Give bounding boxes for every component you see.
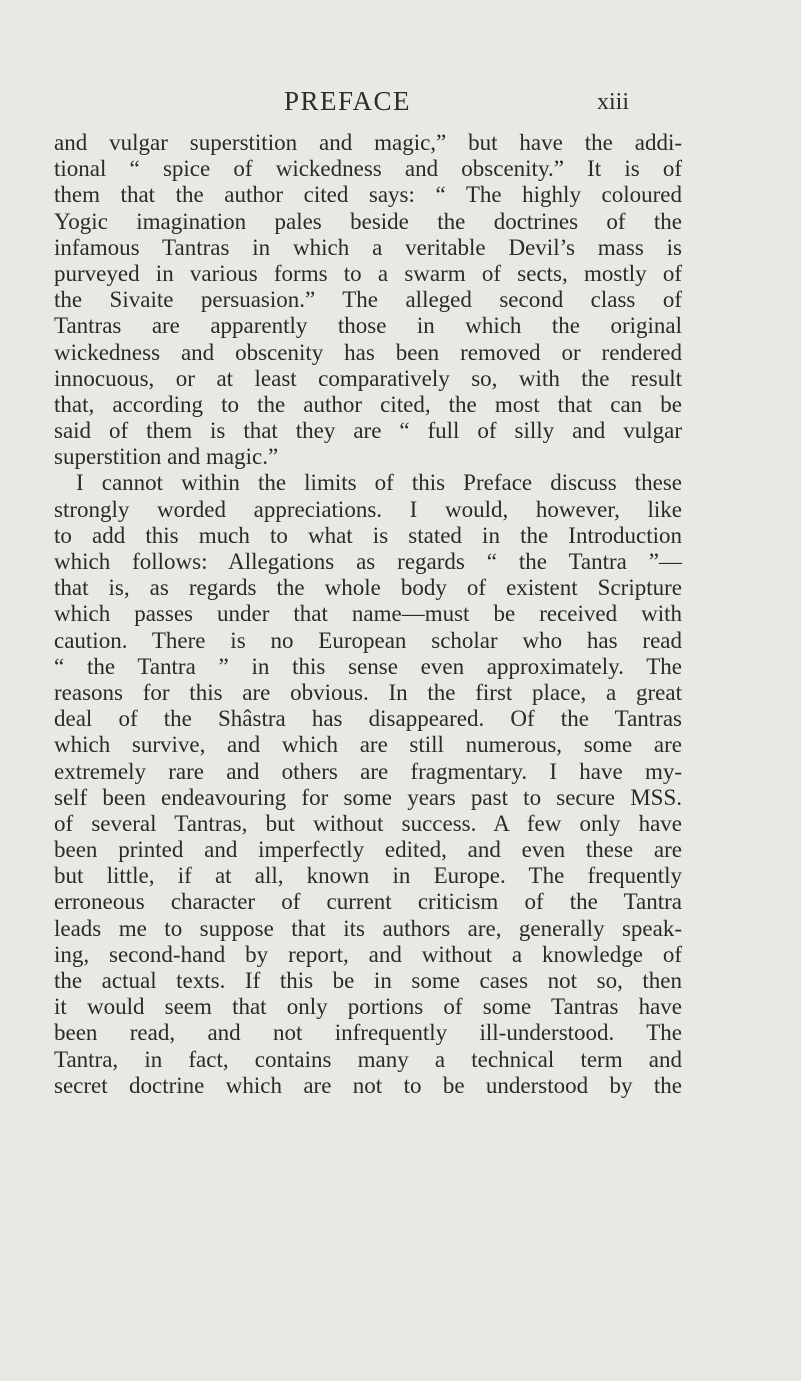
text-line: self been endeavouring for some years past to secure MSS.: [54, 784, 682, 810]
text-line: that is, as regards the whole body of existent Scripture: [54, 575, 682, 601]
text-line: purveyed in various forms to a swarm of sects, mostly of: [54, 260, 682, 286]
text-line: extremely rare and others are fragmentary. I have my-: [54, 758, 682, 784]
text-line: them that the author cited says: “ The highly coloured: [54, 182, 682, 208]
text-line: wickedness and obscenity has been removed or rendered: [54, 339, 682, 365]
running-head: [0, 86, 801, 120]
text-line: which survive, and which are still numerous, some are: [54, 732, 682, 758]
text-line: been read, and not infrequently ill-understood. The: [54, 1020, 682, 1046]
text-line: Tantras are apparently those in which the original: [54, 313, 682, 339]
text-line-paragraph-start: I cannot within the limits of this Preface discuss these: [76, 470, 682, 496]
text-line: infamous Tantras in which a veritable Devil’s mass is: [54, 234, 682, 260]
text-line: said of them is that they are “ full of silly and vulgar: [54, 418, 682, 444]
text-line: of several Tantras, but without success. A few only have: [54, 810, 682, 836]
text-line-paragraph-end: superstition and magic.”: [54, 444, 279, 470]
text-line: tional “ spice of wickedness and obscenity.” It is of: [54, 156, 682, 182]
text-line: Yogic imagination pales beside the doctrines of the: [54, 208, 682, 234]
page-number: xiii: [597, 89, 630, 115]
text-line: caution. There is no European scholar who has read: [54, 627, 682, 653]
text-line: that, according to the author cited, the most that can be: [54, 391, 682, 417]
text-line: the Sivaite persuasion.” The alleged second class of: [54, 287, 682, 313]
text-line: reasons for this are obvious. In the first place, a great: [54, 679, 682, 705]
text-line: innocuous, or at least comparatively so, with the result: [54, 365, 682, 391]
text-line: erroneous character of current criticism of the Tantra: [54, 889, 682, 915]
text-line: ing, second-hand by report, and without a knowledge of: [54, 941, 682, 967]
text-line: it would seem that only portions of some Tantras have: [54, 994, 682, 1020]
text-line: which passes under that name—must be received with: [54, 601, 682, 627]
text-line: which follows: Allegations as regards “ the Tantra ”—: [54, 549, 682, 574]
text-line: to add this much to what is stated in the Introduction: [54, 522, 682, 548]
text-line: and vulgar superstition and magic,” but have the addi-: [54, 130, 682, 155]
text-line: Tantra, in fact, contains many a technical term and: [54, 1046, 682, 1072]
text-line: leads me to suppose that its authors are, generally speak-: [54, 915, 682, 941]
text-line: but little, if at all, known in Europe. The frequently: [54, 863, 682, 889]
text-line: the actual texts. If this be in some cases not so, then: [54, 968, 682, 993]
text-line: strongly worded appreciations. I would, however, like: [54, 496, 682, 522]
running-head-title: PREFACE: [284, 86, 412, 116]
text-line: “ the Tantra ” in this sense even approximately. The: [54, 653, 682, 679]
text-line: deal of the Shâstra has disappeared. Of the Tantras: [54, 706, 682, 732]
body-text: [54, 130, 682, 1099]
text-line: been printed and imperfectly edited, and even these are: [54, 837, 682, 863]
text-line: secret doctrine which are not to be understood by the: [54, 1072, 682, 1098]
